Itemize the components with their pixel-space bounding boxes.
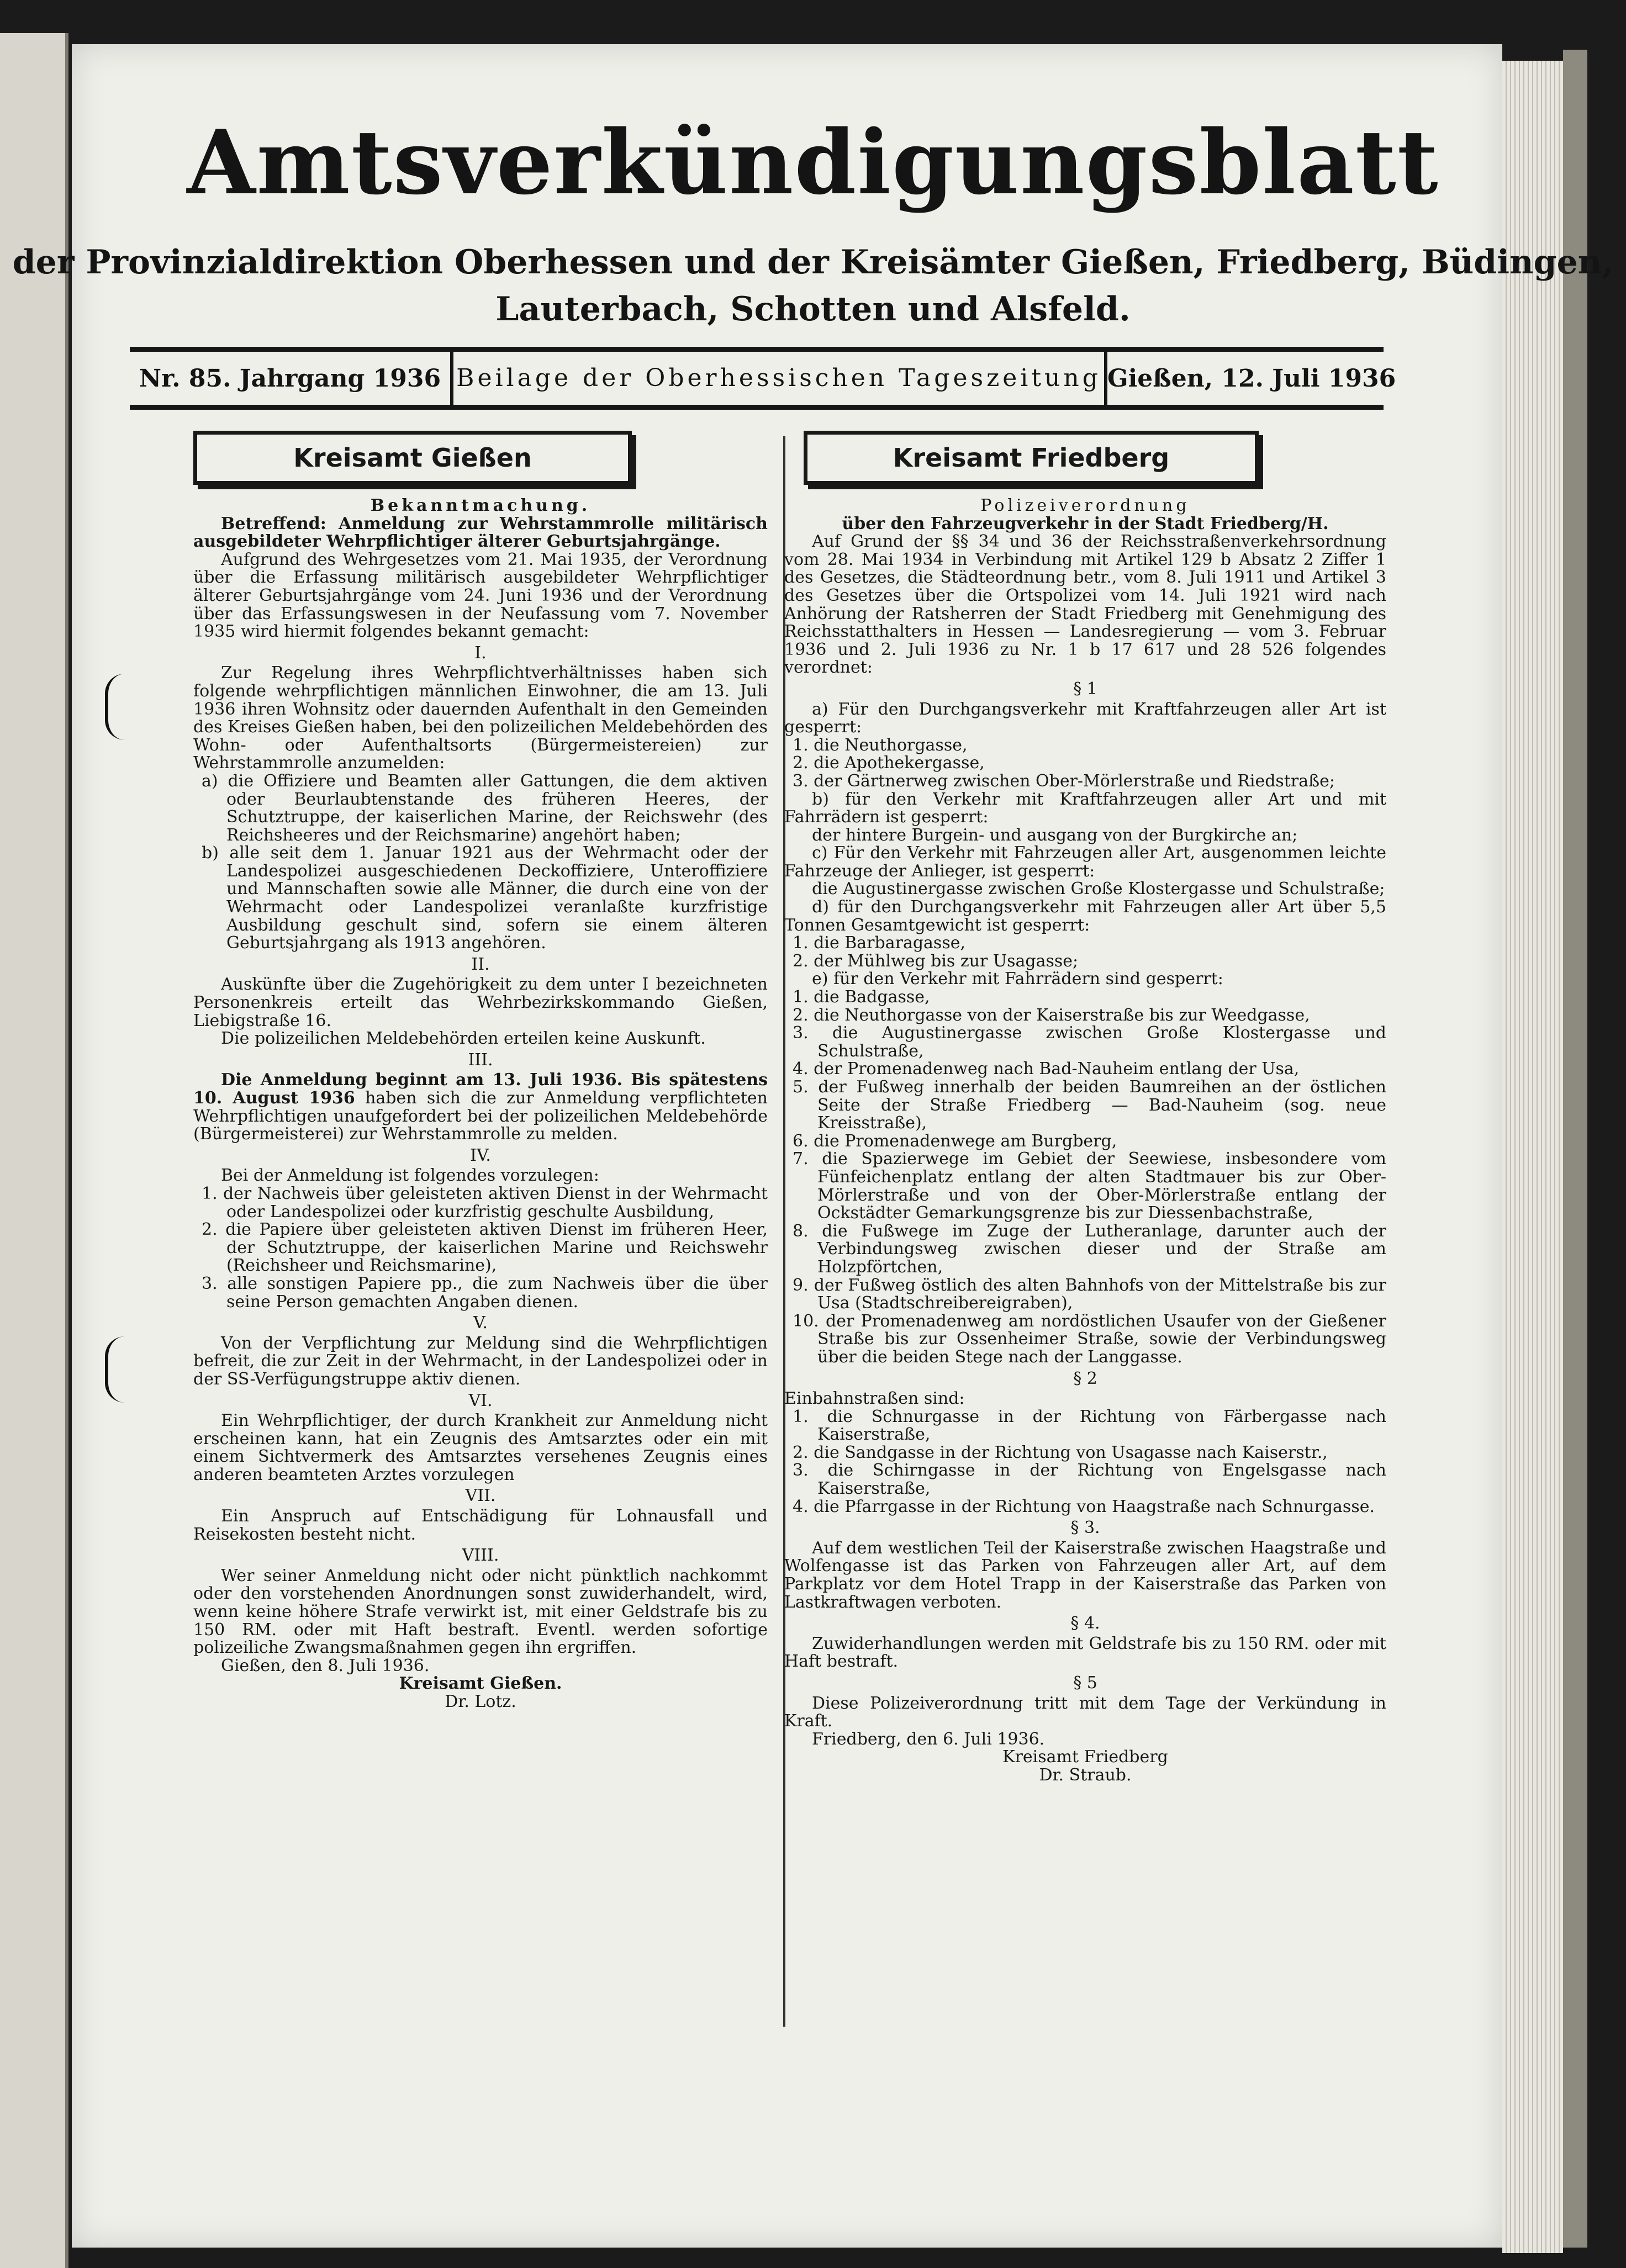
supplement-note: Beilage der Oberhessischen Tageszeitung xyxy=(450,352,1107,405)
section-number: I. xyxy=(474,643,487,663)
section-header-friedberg: Kreisamt Friedberg xyxy=(804,431,1259,485)
list-item: 2. die Sandgasse in der Richtung von Usagasse nach Kaiserstr., xyxy=(793,1442,1328,1462)
list-item: 1. die Barbaragasse, xyxy=(793,933,966,953)
section-header-giessen: Kreisamt Gießen xyxy=(193,431,632,485)
paragraph-number: § 1 xyxy=(1073,679,1097,699)
section-number: II. xyxy=(471,954,490,974)
notice-intro: Aufgrund des Wehrgesetzes vom 21. Mai 1935, der Verordnung über die Erfassung militärisch ausgebildeter Wehrpflichtiger älterer Geburtsjahrgänge vom 24. Juni 1936 und der Verordnung über das Erfassungswesen in der Neufassung vom 7. November 1935 wird hiermit folgendes bekannt gemacht: xyxy=(193,549,768,642)
section-text: Wer seiner Anmeldung nicht oder nicht pünktlich nachkommt oder den vorstehenden Anordnungen sonst zuwiderhandelt, wird, wenn keine höhere Strafe verwirkt ist, mit einer Geldstrafe bis zu 150 RM. oder mit Haft bestraft. Eventl. werden sofortige polizeiliche Zwangsmaßnahmen gegen ihn ergriffen. xyxy=(193,1566,768,1658)
list-item: der hintere Burgein- und ausgang von der Burgkirche an; xyxy=(812,825,1298,845)
list-item: 1. der Nachweis über geleisteten aktiven Dienst in der Wehrmacht oder Landespolizei oder kurzfristig geschulte Ausbildung, xyxy=(202,1183,768,1222)
list-item: 3. die Augustinergasse zwischen Große Klostergasse und Schulstraße, xyxy=(793,1023,1386,1061)
registration-period: Die Anmeldung beginnt am 13. Juli 1936. Bis spätestens 10. August 1936 xyxy=(193,1070,768,1108)
signer-name: Dr. Lotz. xyxy=(445,1692,516,1711)
list-item: die Augustinergasse zwischen Große Klostergasse und Schulstraße; xyxy=(812,879,1385,899)
section-text: Von der Verpflichtung zur Meldung sind die Wehrpflichtigen befreit, die zur Zeit in der Wehrmacht, in der Landespolizei oder in der SS-Verfügungstruppe aktiv dienen. xyxy=(193,1333,768,1389)
list-item: a) die Offiziere und Beamten aller Gattungen, die dem aktiven oder Beurlaubtenstande des früheren Heeres, der Schutztruppe, der kaiserlichen Marine, der Reichswehr (des Reichsheeres und der Reichsmarine) angehört haben; xyxy=(202,771,768,845)
section-text: Ein Wehrpflichtiger, der durch Krankheit zur Anmeldung nicht erscheinen kann, hat ein Zeugnis des Amtsarztes oder ein mit einem Sichtvermerk des Amtsarztes versehenes Zeugnis eines anderen beamteten Arztes vorzulegen xyxy=(193,1411,768,1484)
clause: c) Für den Verkehr mit Fahrzeugen aller Art, ausgenommen leichte Fahrzeuge der Anlieger, ist gesperrt: xyxy=(784,843,1386,881)
clause: d) für den Durchgangsverkehr mit Fahrzeugen aller Art über 5,5 Tonnen Gesamtgewicht ist gesperrt: xyxy=(784,897,1386,935)
clause: b) für den Verkehr mit Kraftfahrzeugen aller Art und mit Fahrrädern ist gesperrt: xyxy=(784,789,1386,827)
section-number: V. xyxy=(473,1313,488,1333)
right-column xyxy=(784,431,1386,1785)
ordinance-heading: Polizeiverordnung xyxy=(980,496,1190,515)
list-item: 7. die Spazierwege im Gebiet der Seewiese, insbesondere vom Fünfeichenplatz entlang der alten Stadtmauer bis zur Ober-Mörlerstraße und von der Ober-Mörlerstraße entlang der Ockstädter Gemarkungsgrenze bis zur Diessenbachstraße, xyxy=(793,1149,1386,1223)
list-item: 4. die Pfarrgasse in der Richtung von Haagstraße nach Schnurgasse. xyxy=(793,1497,1375,1516)
list-item: 3. alle sonstigen Papiere pp., die zum Nachweis über die über seine Person gemachten Angaben dienen. xyxy=(202,1273,768,1312)
list-item: 8. die Fußwege im Zuge der Lutheranlage, darunter auch der Verbindungsweg zwischen dieser und der Straße am Holzpförtchen, xyxy=(793,1221,1386,1277)
section-text: Bei der Anmeldung ist folgendes vorzulegen: xyxy=(221,1166,599,1186)
section-number: VIII. xyxy=(462,1546,499,1566)
place-date: Gießen, den 8. Juli 1936. xyxy=(221,1656,430,1675)
registration-text: haben sich die zur Anmeldung verpflichteten Wehrpflichtigen unaufgefordert bei der polizeilichen Meldebehörde (Bürgermeisterei) zur Wehrstammrolle zu melden. xyxy=(193,1088,768,1144)
ordinance-intro: Auf Grund der §§ 34 und 36 der Reichsstraßenverkehrsordnung vom 28. Mai 1934 in Verbindung mit Artikel 129 b Absatz 2 Ziffer 1 des Gesetzes, die Städteordnung betr., vom 8. Juli 1911 und Artikel 3 des Gesetzes über die Ortspolizei vom 14. Juli 1921 wird nach Anhörung der Ratsherren der Stadt Friedberg mit Genehmigung des Reichsstatthalters in Hessen — Landesregierung — vom 3. Februar 1936 und 2. Juli 1936 zu Nr. 1 b 17 617 und 28 526 folgendes verordnet: xyxy=(784,532,1386,678)
signing-authority: Kreisamt Friedberg xyxy=(1002,1747,1168,1767)
section-number: VII. xyxy=(465,1486,496,1506)
list-item: 2. die Papiere über geleisteten aktiven Dienst im früheren Heer, der Schutztruppe, der kaiserlichen Marine und Reichswehr (Reichsheer und Reichsmarine), xyxy=(202,1220,768,1276)
section-number: IV. xyxy=(470,1145,491,1165)
clause: e) für den Verkehr mit Fahrrädern sind gesperrt: xyxy=(812,969,1223,989)
clause: Diese Polizeiverordnung tritt mit dem Tage der Verkündung in Kraft. xyxy=(784,1693,1386,1731)
clause: Auf dem westlichen Teil der Kaiserstraße zwischen Haagstraße und Wolfengasse ist das Parken von Fahrzeugen aller Art, auf dem Parkplatz vor dem Hotel Trapp in der Kaiserstraße das Parken von Lastkraftwagen verboten. xyxy=(784,1538,1386,1612)
list-item: 3. der Gärtnerweg zwischen Ober-Mörlerstraße und Riedstraße; xyxy=(793,771,1335,791)
list-item: 6. die Promenadenwege am Burgberg, xyxy=(793,1131,1117,1151)
issue-date: Gießen, 12. Juli 1936 xyxy=(1107,364,1396,393)
section-text: Ein Anspruch auf Entschädigung für Lohnausfall und Reisekosten besteht nicht. xyxy=(193,1506,768,1544)
list-item: 4. der Promenadenweg nach Bad-Nauheim entlang der Usa, xyxy=(793,1059,1300,1079)
ordinance-subheading: über den Fahrzeugverkehr in der Stadt Friedberg/H. xyxy=(842,514,1329,533)
section-text: Zur Regelung ihres Wehrpflichtverhältnisses haben sich folgende wehrpflichtigen männlichen Einwohner, die am 13. Juli 1936 ihren Wohnsitz oder dauernden Aufenthalt in den Gemeinden des Kreises Gießen haben, bei den polizeilichen Meldebehörden des Wohn- oder Aufenthaltsorts (Bürgermeistereien) zur Wehrstammrolle anzumelden: xyxy=(193,663,768,773)
list-item: 3. die Schirngasse in der Richtung von Engelsgasse nach Kaiserstraße, xyxy=(793,1461,1386,1499)
paragraph-number: § 4. xyxy=(1070,1614,1100,1633)
list-item: 2. die Neuthorgasse von der Kaiserstraße bis zur Weedgasse, xyxy=(793,1005,1310,1025)
section-number: VI. xyxy=(468,1391,493,1410)
place-date: Friedberg, den 6. Juli 1936. xyxy=(812,1729,1045,1749)
paragraph-number: § 2 xyxy=(1073,1368,1097,1388)
notice-subject: Betreffend: Anmeldung zur Wehrstammrolle militärisch ausgebildeter Wehrpflichtiger älterer Geburtsjahrgänge. xyxy=(193,514,768,552)
issue-info-bar xyxy=(130,347,1396,410)
section-text: Auskünfte über die Zugehörigkeit zu dem unter I bezeichneten Personenkreis erteilt das Wehrbezirkskommando Gießen, Liebigstraße 16. xyxy=(193,975,768,1030)
masthead-title: Amtsverkündigungsblatt xyxy=(187,110,1439,214)
list-item: 5. der Fußweg innerhalb der beiden Baumreihen an der östlichen Seite der Straße Friedberg — Bad-Nauheim (sog. neue Kreisstraße), xyxy=(793,1077,1386,1133)
clause: a) Für den Durchgangsverkehr mit Kraftfahrzeugen aller Art ist gesperrt: xyxy=(784,699,1386,737)
list-item: 1. die Neuthorgasse, xyxy=(793,735,968,755)
section-text xyxy=(193,1071,768,1143)
binding-hole xyxy=(105,1336,125,1403)
section-number: III. xyxy=(468,1050,493,1070)
previous-page-edge xyxy=(0,33,68,2268)
list-item: 9. der Fußweg östlich des alten Bahnhofs von der Mittelstraße bis zur Usa (Stadtschreibereigraben), xyxy=(793,1275,1386,1313)
signing-authority: Kreisamt Gießen. xyxy=(399,1674,562,1694)
clause: Einbahnstraßen sind: xyxy=(784,1389,965,1409)
paragraph-number: § 3. xyxy=(1070,1518,1100,1538)
paragraph-number: § 5 xyxy=(1073,1673,1097,1693)
list-item: 1. die Schnurgasse in der Richtung von Färbergasse nach Kaiserstraße, xyxy=(793,1407,1386,1445)
left-column xyxy=(193,431,768,1711)
signer-name: Dr. Straub. xyxy=(1039,1765,1132,1785)
masthead-subtitle-line1: der Provinzialdirektion Oberhessen und der Kreisämter Gießen, Friedberg, Büdingen, xyxy=(12,243,1614,282)
list-item: b) alle seit dem 1. Januar 1921 aus der Wehrmacht oder der Landespolizei ausgeschiedenen Deckoffiziere, Unteroffiziere und Mannschaften sowie alle Männer, die durch eine von der Wehrmacht oder Landespolizei veranlaßte kurzfristige Ausbildung geschult sind, sofern sie einem älteren Geburtsjahrgang als 1913 angehören. xyxy=(202,843,768,953)
page-stack-edges xyxy=(1502,61,1563,2253)
section-text: Die polizeilichen Meldebehörden erteilen keine Auskunft. xyxy=(221,1029,706,1049)
binding-board xyxy=(1563,50,1587,2248)
list-item: 1. die Badgasse, xyxy=(793,987,930,1007)
clause: Zuwiderhandlungen werden mit Geldstrafe bis zu 150 RM. oder mit Haft bestraft. xyxy=(784,1633,1386,1672)
list-item: 10. der Promenadenweg am nordöstlichen Usaufer von der Gießener Straße bis zur Ossenheimer Straße, sowie der Verbindungsweg über die beiden Stege nach der Langgasse. xyxy=(793,1311,1386,1367)
notice-heading: Bekanntmachung. xyxy=(370,496,591,515)
issue-number: Nr. 85. Jahrgang 1936 xyxy=(139,364,441,393)
masthead-subtitle-line2: Lauterbach, Schotten und Alsfeld. xyxy=(495,290,1131,329)
binding-hole xyxy=(105,674,125,740)
list-item: 2. der Mühlweg bis zur Usagasse; xyxy=(793,951,1079,971)
list-item: 2. die Apothekergasse, xyxy=(793,753,985,773)
